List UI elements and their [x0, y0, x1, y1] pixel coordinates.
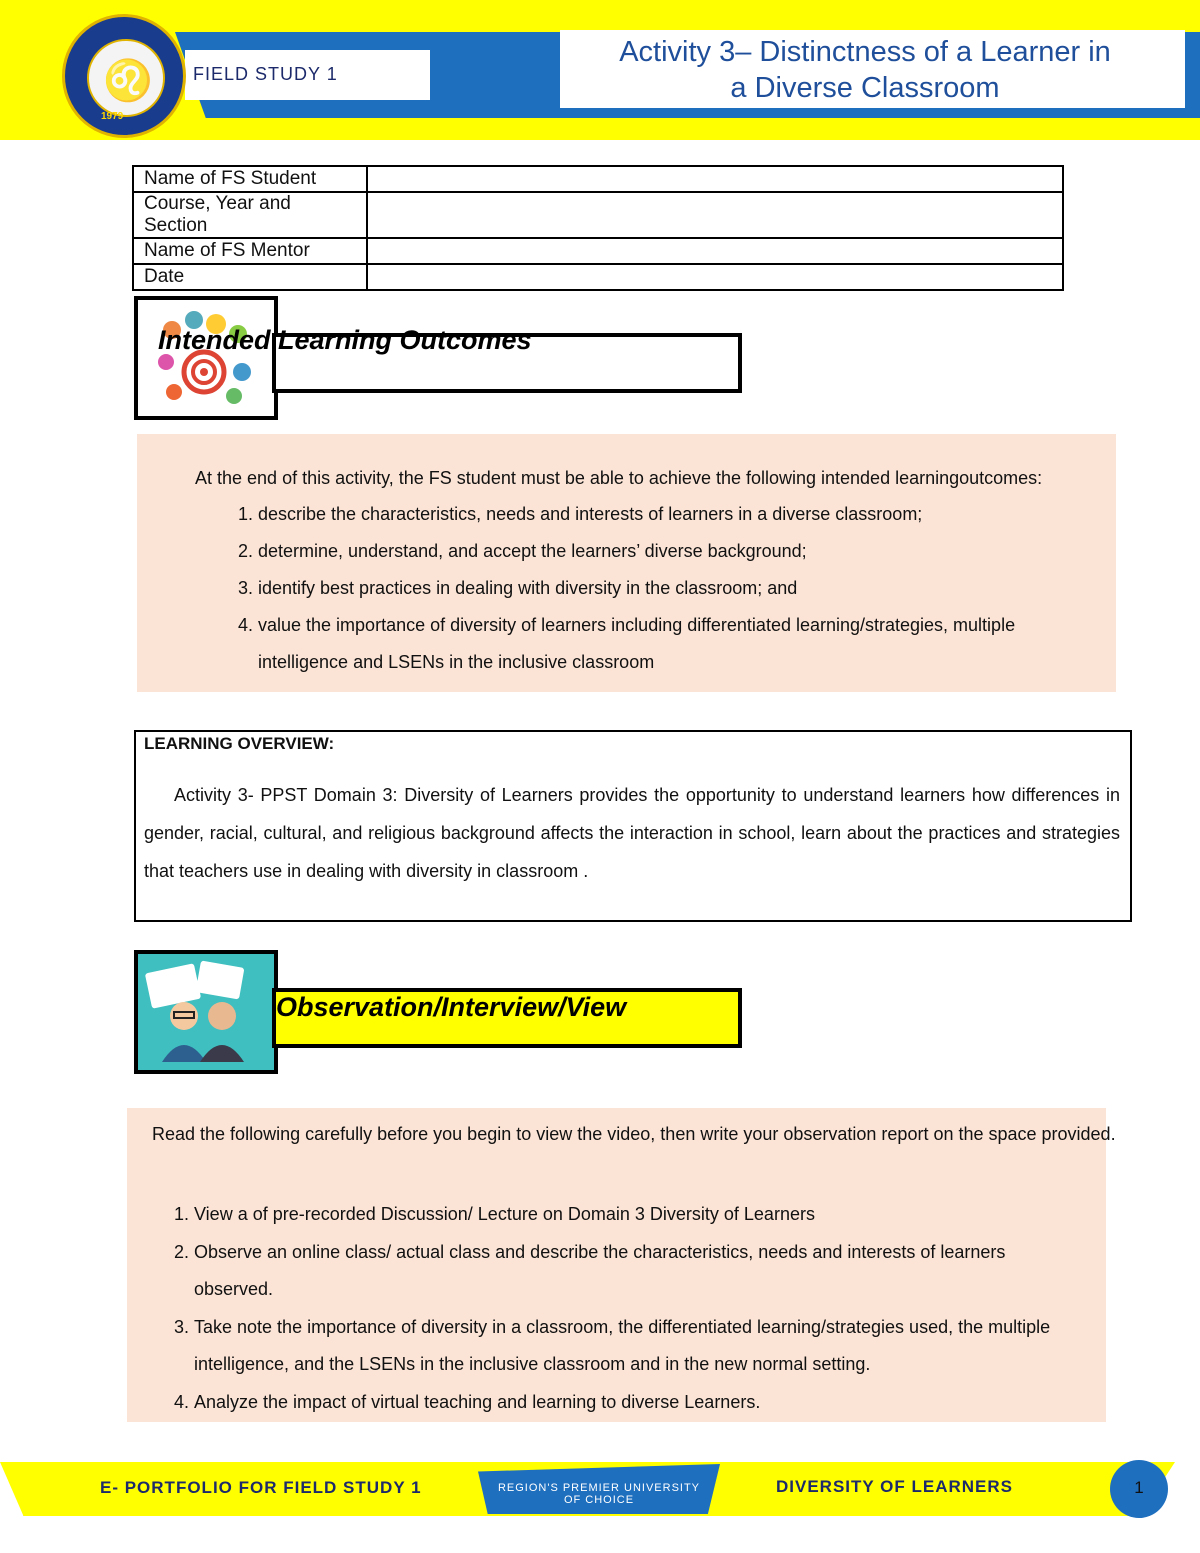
info-label: Name of FS Student	[133, 166, 367, 192]
list-item	[238, 496, 1108, 533]
university-seal-logo	[62, 14, 186, 138]
list-item-text: Take note the importance of diversity in a classroom, the differentiated learning/strategies used, the multiple intelligence, and the LSENs in the inclusive classroom and in the new normal setting.	[194, 1316, 1051, 1374]
list-item	[174, 1196, 1074, 1234]
lion-icon: ♌	[103, 59, 153, 103]
learning-overview-text: Activity 3- PPST Domain 3: Diversity of Learners provides the opportunity to understand learners how differences in gender, racial, cultural, and religious background affects the interaction in school, learn about the practices and strategies that teachers use in dealing with diversity in classroom .	[144, 785, 1120, 881]
observation-icon	[134, 950, 278, 1074]
seal-inner	[87, 39, 165, 117]
observation-title: Observation/Interview/View	[276, 992, 627, 1022]
list-item-text: determine, understand, and accept the learners’ diverse background;	[258, 541, 807, 561]
list-item-text: describe the characteristics, needs and interests of learners in a diverse classroom;	[258, 504, 923, 524]
page-title-line1: Activity 3– Distinctness of a Learner in	[619, 36, 1111, 68]
student-info-table	[132, 165, 1064, 291]
info-row	[133, 192, 1063, 238]
list-item-number: 4.	[238, 615, 254, 635]
info-row	[133, 166, 1063, 192]
list-item-number: 1.	[238, 504, 254, 524]
list-item-number: 4.	[174, 1391, 190, 1412]
info-row	[133, 264, 1063, 290]
list-item-number: 1.	[174, 1204, 190, 1224]
list-item-number: 3.	[238, 578, 254, 598]
info-label: Name of FS Mentor	[133, 238, 367, 264]
footer-tagline: REGION'S PREMIER UNIVERSITY OF CHOICE	[497, 1482, 701, 1506]
list-item-text: value the importance of diversity of learners including differentiated learning/strategies, multiple intelligence and LSENs in the inclusive classroom	[258, 615, 1016, 672]
list-item-number: 3.	[174, 1316, 190, 1337]
list-item	[174, 1384, 1074, 1422]
learning-outcomes-intro: At the end of this activity, the FS student must be able to achieve the following intended learningoutcomes:	[195, 468, 1043, 488]
page-title	[560, 34, 1170, 106]
info-label: Date	[133, 264, 367, 290]
learning-outcomes-title: Intended Learning Outcomes	[158, 325, 532, 355]
list-item-number: 2.	[174, 1241, 190, 1262]
learning-overview-heading: LEARNING OVERVIEW:	[144, 734, 335, 753]
learning-outcomes-icon	[134, 296, 278, 420]
learning-outcomes-list	[238, 496, 1108, 681]
info-value-field[interactable]	[367, 264, 1063, 290]
info-value-field[interactable]	[367, 238, 1063, 264]
list-item-text: Analyze the impact of virtual teaching and learning to diverse Learners.	[194, 1391, 761, 1412]
list-item	[174, 1309, 1074, 1384]
seal-year: 1979	[101, 111, 124, 122]
list-item	[238, 607, 1108, 681]
info-value-field[interactable]	[367, 166, 1063, 192]
page-number: 1	[1134, 1478, 1144, 1497]
list-item-text: View a of pre-recorded Discussion/ Lecture on Domain 3 Diversity of Learners	[194, 1204, 815, 1224]
observation-steps-list	[174, 1196, 1074, 1421]
list-item-text: Observe an online class/ actual class and describe the characteristics, needs and interests of learners observed.	[194, 1241, 1006, 1299]
observation-intro: Read the following carefully before you begin to view the video, then write your observation report on the space provided.	[152, 1124, 1116, 1144]
info-row	[133, 238, 1063, 264]
info-label: Course, Year and Section	[133, 192, 367, 238]
page-title-line2: a Diverse Classroom	[730, 72, 1000, 104]
list-item-number: 2.	[238, 541, 254, 561]
field-study-label: FIELD STUDY 1	[193, 64, 338, 84]
list-item	[238, 533, 1108, 570]
list-item-text: identify best practices in dealing with diversity in the classroom; and	[258, 578, 798, 598]
footer-topic-label: DIVERSITY OF LEARNERS	[776, 1477, 1013, 1496]
footer-portfolio-label: E- PORTFOLIO FOR FIELD STUDY 1	[100, 1478, 422, 1497]
list-item	[174, 1234, 1074, 1309]
info-value-field[interactable]	[367, 192, 1063, 238]
list-item	[238, 570, 1108, 607]
